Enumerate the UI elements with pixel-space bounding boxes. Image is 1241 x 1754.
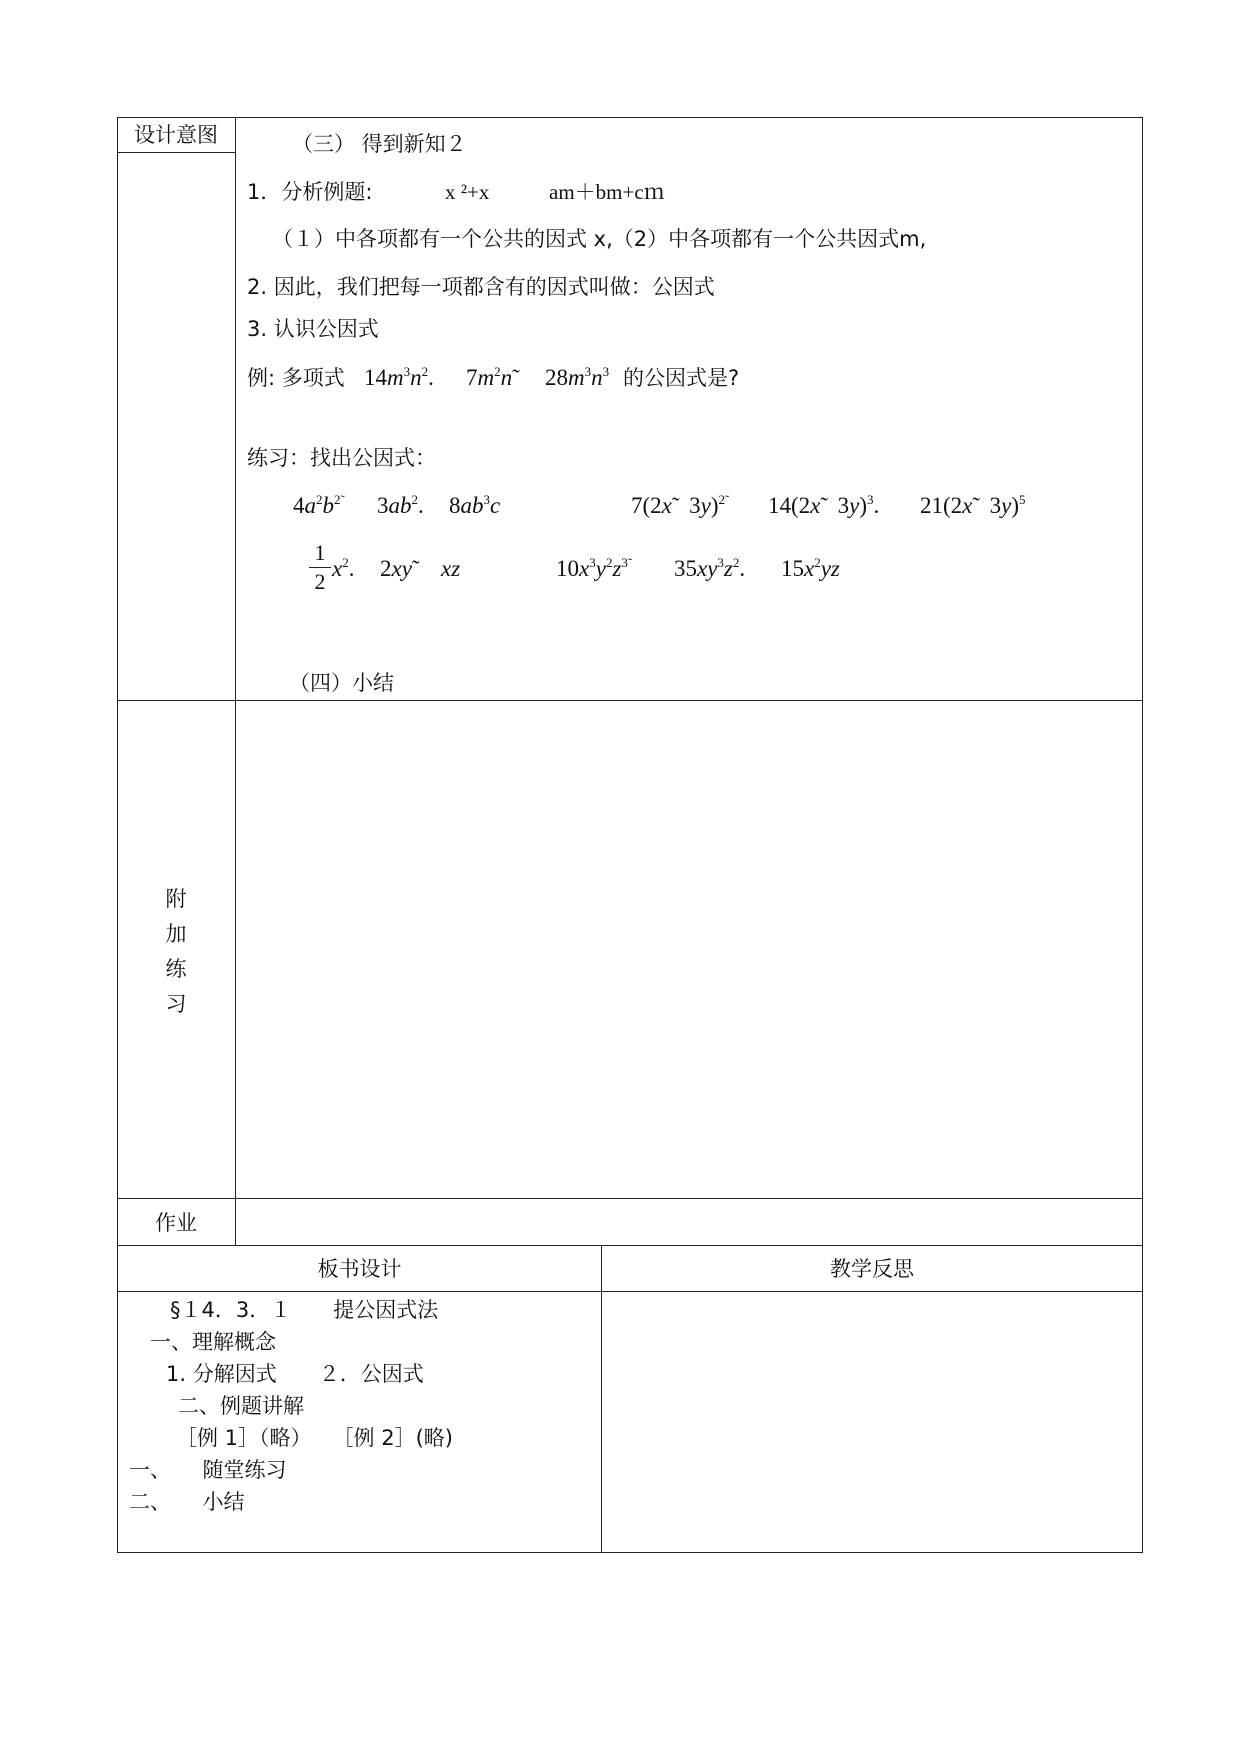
board-line-2: 一、理解概念 <box>150 1330 276 1354</box>
label-divider <box>117 152 236 153</box>
row3-bottom-border <box>117 1245 1142 1246</box>
board-line-6: 一、 随堂练习 <box>129 1458 287 1482</box>
table-bottom-border <box>117 1552 1142 1553</box>
item-1-expression-1: x ²+x <box>445 180 490 204</box>
practice-3-term-3: xz <box>441 556 461 581</box>
practice-4-term-1: $10x^3y^2z^{3̃}$ <box>556 555 628 581</box>
item-1-prefix: 1．分析例题: <box>247 180 373 204</box>
example-prefix: 例: 多项式 <box>247 366 345 390</box>
extra-practice-char-2: 加 <box>165 922 187 946</box>
teaching-reflection-header: 教学反思 <box>830 1257 914 1281</box>
item-1-expression-2: am＋bm+cｍ <box>549 180 665 204</box>
practice-2-term-3: 21(2x̃ 3y)$^5$ <box>920 492 1026 518</box>
design-intent-label: 设计意图 <box>134 123 218 147</box>
example-term-1: $14m^3n^2$. <box>364 364 434 390</box>
example-suffix: 的公因式是? <box>623 366 740 390</box>
extra-practice-char-3: 练 <box>165 957 187 981</box>
bottom-column-divider <box>601 1245 602 1553</box>
row2-bottom-border <box>117 1198 1142 1199</box>
label-column-divider <box>235 117 236 1246</box>
board-line-4: 二、例题讲解 <box>178 1394 304 1418</box>
board-design-header: 板书设计 <box>317 1257 402 1281</box>
table-right-border <box>1142 117 1143 1553</box>
item-1-explanation: （１）中各项都有一个公共的因式 x,（2）中各项都有一个公共因式m, <box>272 227 927 251</box>
row1-bottom-border <box>117 700 1142 701</box>
board-line-5: ［例 1］（略） ［例 2］(略) <box>176 1426 453 1450</box>
example-term-2: $7m^2n$ <box>466 364 513 390</box>
board-line-3: 1. 分解因式 ２．公因式 <box>166 1362 424 1386</box>
table-left-border <box>117 117 118 1553</box>
item-3: 3. 认识公因式 <box>247 317 379 341</box>
board-line-7: 二、 小结 <box>129 1490 245 1514</box>
example-term-3: $28m^3n^3$ <box>545 364 610 390</box>
bottom-header-divider <box>117 1291 1142 1292</box>
practice-2-term-2: 14(2x̃ 3y)$^3$. <box>768 492 880 518</box>
homework-label: 作业 <box>155 1211 197 1235</box>
practice-3-term-1: $x^2$. <box>332 555 355 581</box>
extra-practice-char-4: 习 <box>165 992 187 1016</box>
practice-1-term-2: $3ab^2$. <box>377 492 424 518</box>
practice-4-term-3: $15x^2yz$ <box>781 555 840 581</box>
practice-1-term-1: $4a^2b^{2̃}$ <box>293 492 341 518</box>
board-line-1: §１4．3．１ 提公因式法 <box>170 1298 439 1322</box>
section-3-title: （三） 得到新知２ <box>292 132 467 156</box>
practice-1-term-3: $8ab^3c$ <box>449 492 501 518</box>
item-2: 2. 因此，我们把每一项都含有的因式叫做：公因式 <box>247 275 715 299</box>
practice-title: 练习：找出公因式： <box>247 446 436 470</box>
practice-2-term-1: 7(2x̃ 3y)$^{2̃}$ <box>631 492 726 518</box>
section-4-title: （四）小结 <box>289 671 394 695</box>
practice-3-term-2: 2xy <box>380 556 412 581</box>
table-top-border <box>117 117 1142 118</box>
extra-practice-char-1: 附 <box>165 887 187 911</box>
practice-3-fraction: 1 2 <box>309 540 331 595</box>
practice-4-term-2: $35xy^3z^2$. <box>674 555 746 581</box>
